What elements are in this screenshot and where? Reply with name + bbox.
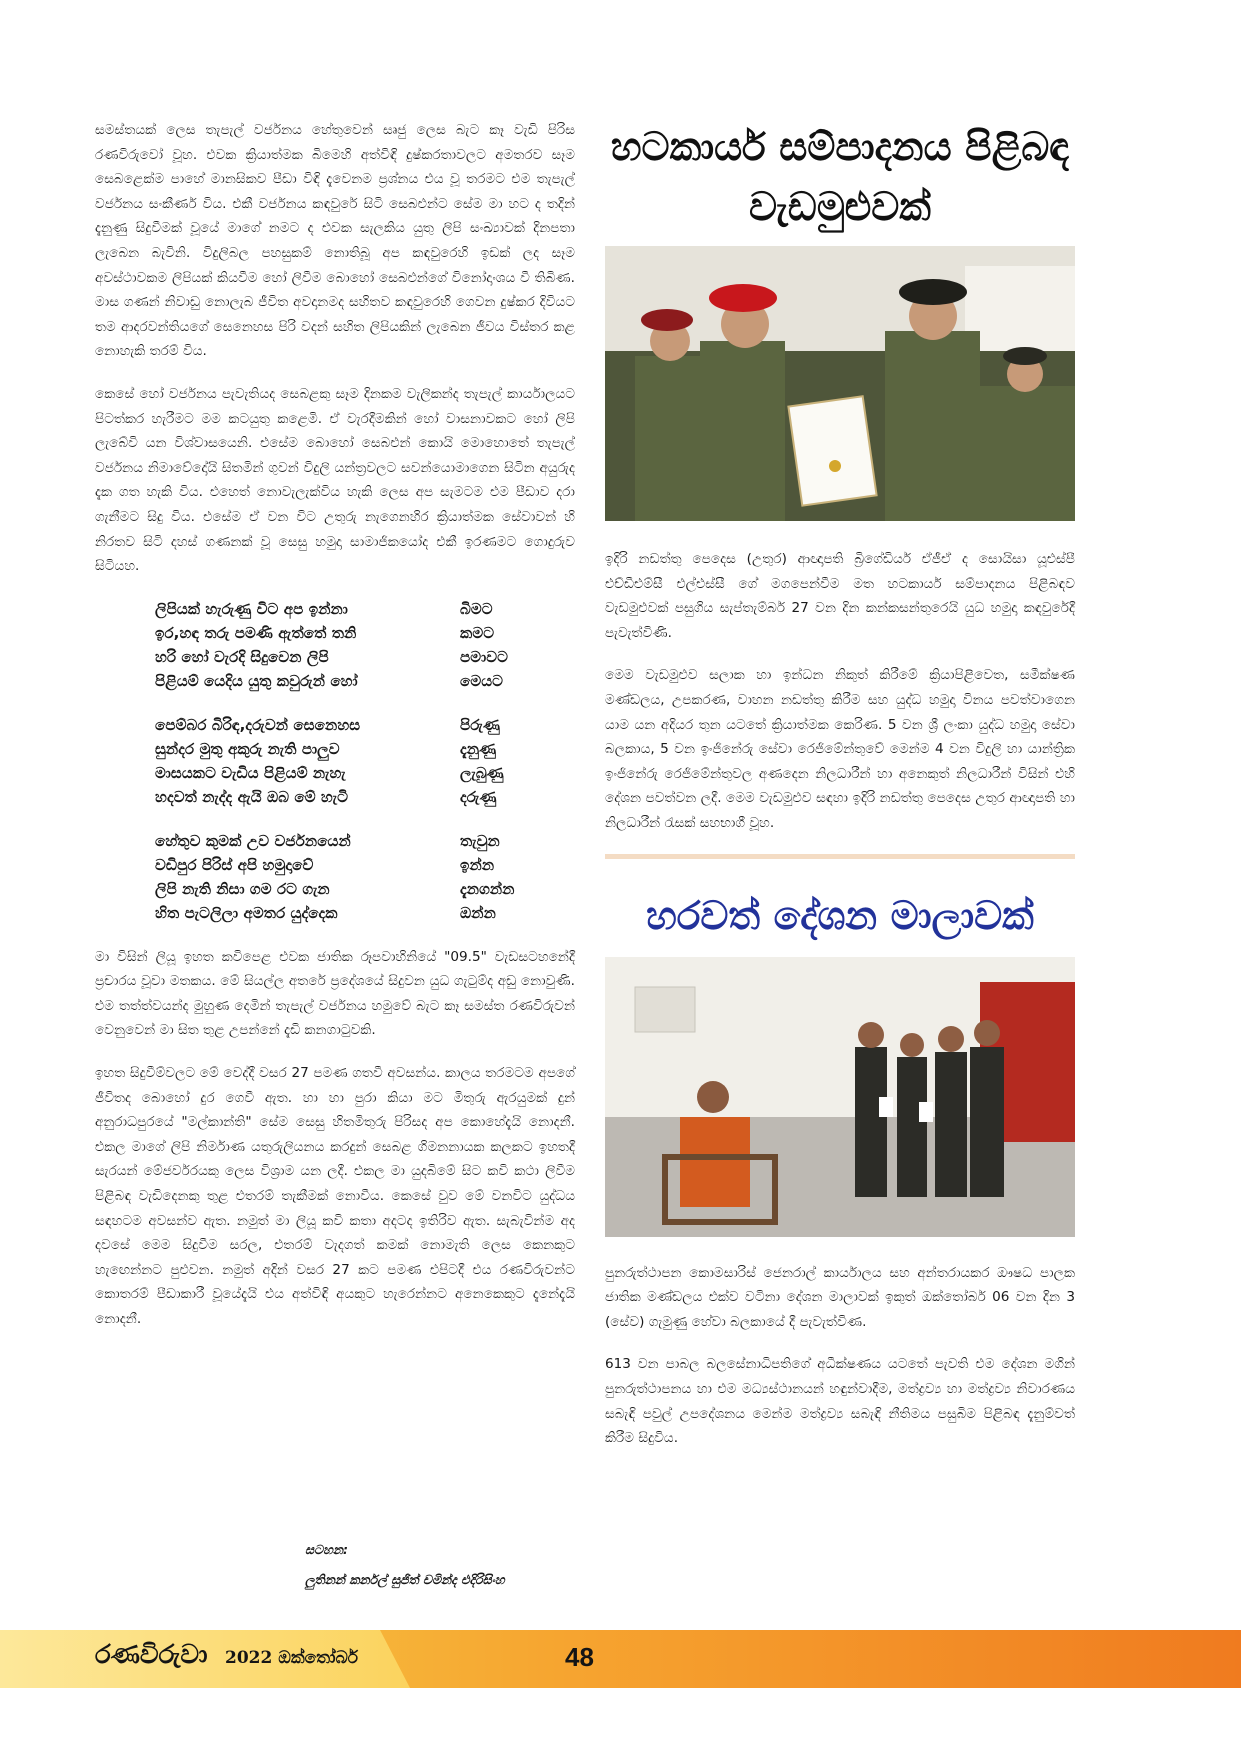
poem-line (155, 737, 575, 761)
poem-line-main: හදවත් නැද්ද ඇයි ඔබ මේ හැටි (155, 787, 349, 806)
page-number: 48 (565, 1642, 594, 1672)
article-2-photo (605, 957, 1075, 1237)
poem-line-end: දැනගන්න (460, 879, 515, 898)
article-paragraph: කෙසේ හෝ වර්ජනය පැවැතියද සෙබළකු සෑම දිනකම වැලිකන්ද තැපැල් කාර්යාලයට පිටත්කර හැරීමට මම කටයුතු කළෙමි. ඒ වැරදීමකින් හෝ වාසනාවකට හෝ ලිපි ලැබේවි යන විශ්වාසයෙනි. එසේම බොහෝ සෙබළුන් කොයි මොහොතේ තැපැල් වර්ජනය නිමාවේදෝයි සිතමින් ගුවන් විදුලි යන්ත්‍රවලට සවන්යොමාගෙන සිටින අයුරුද දැක ගත හැකි විය. එහෙත් නොවැලැක්විය හැකි ලෙස අප සැමටම එම පීඩාව දරා ගැනීමට සිදු විය. එසේම ඒ වන විට උතුරු නැගෙනහිර ක්‍රියාත්මක සේවාවන් හි නිරතව සිටි දහස් ගණනක් වූ සෙසු හමුදා සාමාජිකයෝද එකී ඉරණමට ගොදුරුව සිටියහ. (95, 385, 575, 575)
poem-line (155, 901, 575, 925)
poem-line-end: ඉන්න (460, 855, 495, 874)
magazine-brand: රණවිරුවා (95, 1640, 208, 1670)
poem-line-end: මෙයට (460, 671, 504, 690)
poem-line-end: පමාවට (460, 647, 509, 666)
poem-line (155, 669, 575, 693)
poem-line (155, 621, 575, 645)
poem-line-main: හරි හෝ වැරදි සිදුවෙන ලිපි (155, 647, 329, 666)
article-1-body: මෙම වැඩමුළුව සලාක හා ඉන්ධන නිකුත් කිරීමේ ක්‍රියාපිළිවෙත, සමීක්ෂණ මණ්ඩලය, උපකරණ, වාහන නඩත්තු කිරීම සහ යුද්ධ හමුදා විනය පවත්වාගෙන යාම යන අදියර තුන යටතේ ක්‍රියාත්මක කෙරිණ. 5 වන ශ්‍රී ලංකා යුද්ධ හමුදා සේවා බලකාය, 5 වන ඉංජිනේරු සේවා රෙජිමේන්තුවේ මෙන්ම 4 වන විදුලි හා යාන්ත්‍රික ඉංජිනේරු රෙජිමේන්තුවල අණදෙන නිලධාරීන් හා අනෙකුත් නිලධාරීන් විසින් එහි දේශන පවත්වන ලදී. මෙම වැඩමුළුව සඳහා ඉදිරි නඩත්තු පෙදෙස උතුර ආඥාපති හා නිලධාරීන් රැසක් සහභාගී වූහ. (605, 667, 1075, 831)
poem-line-end: දැනුණු (460, 739, 497, 758)
poem-line-main: ලිපි නැති නිසා ගම රට ගැන (155, 879, 330, 898)
poem-line (155, 853, 575, 877)
article-paragraph: සමස්තයක් ලෙස තැපැල් වර්ජනය හේතුවෙන් සෘජු ලෙස බැට කෑ වැඩි පිරිස රණවිරුවෝ වූහ. එවක ක්‍රියාත්මක බිමෙහි අත්විඳි දුෂ්කරතාවලට අමතරව සෑම සෙබළෙක්ම පාහේ මානසිකව පීඩා විඳි දැවෙනම ප්‍රශ්නය එය වූ තරමට එම තැපැල් වර්ජනය සංකීර්ණ විය. එකී වර්ජනය කඳවුරේ සිටි සෙබළුන්ට සේම මා හට ද තදින් දැනුණු සිදුවීමක් වූයේ මාගේ නමට ද එවක සැලකිය යුතු ලිපි සංඛ්‍යාවක් දිනපතා ලැබෙන බැවිනි. විදුලිබල පහසුකම් නොතිබූ අප කඳවුරෙහි ඉඩක් ලද සෑම අවස්ථාවකම ලිපියක් කියවීම හෝ ලිවීම බොහෝ සෙබළුන්ගේ විනෝදාංශය වී තිබිණ. මාස ගණන් නිවාඩු නොලැබ ජීවිත අවදානමද සහිතව කඳවුරෙහි ගෙවන දුෂ්කර දිවියට තම ආදරවන්තියගේ සෙනෙහස පිරි වදන් සහිත ලිපියකින් ලැබෙන ජීවය විස්තර කළ නොහැකි තරම් විය. (95, 122, 575, 360)
article-1-headline (605, 118, 1075, 238)
article-1-photo (605, 246, 1075, 521)
article-2-caption: පුනරුත්ථාපන කොමසාරිස් ජෙනරාල් කාර්යාලය සහ අන්තරායකර ඖෂධ පාලක ජාතික මණ්ඩලය එක්ව වටිනා දේශන මාලාවක් ඉකුත් ඔක්තෝබර් 06 වන දින 3 (සේව) ගැමුණු හේවා බලකායේ දී පැවැත්විණ. (605, 1264, 1075, 1330)
poem-stanza (155, 829, 575, 925)
poem-line (155, 785, 575, 809)
poem-line (155, 597, 575, 621)
ceremony-photo-illustration (605, 246, 1075, 521)
poem-line-end: ඔන්න (460, 903, 496, 922)
poem-line-main: මාසයකට වැඩිය පිළියම් නැහැ (155, 763, 346, 782)
poem-line-main: සුන්දර මුතු අකුරු නැති පාලුව (155, 739, 340, 758)
poem-line-main: හිත පැටලිලා අමතර යුද්දෙක (155, 903, 338, 922)
poem-line-end: පිරුණු (460, 715, 501, 734)
section-divider (605, 854, 1075, 859)
poem-line (155, 877, 575, 901)
headline-line: හටකාර්ය සම්පාදනය පිළිබඳ (610, 125, 1070, 170)
poem-stanza (155, 713, 575, 809)
author-signature (305, 1535, 595, 1595)
headline-line: වැඩමුළුවක් (749, 185, 931, 230)
article-2-body: 613 වන පාබල බලසේනාධිපතිගේ අධීක්ෂණය යටතේ පැවති එම දේශන මගින් පුනරුත්ථාපනය හා එම මධ්‍යස්ථානයන් හඳුන්වාදීම, මත්ද්‍රව්‍ය හා මත්ද්‍රව්‍ය නිවාරණය සබැඳි පවුල් උපදේශනය මෙන්ම මත්ද්‍රව්‍ය සබැඳි නීතිමය පසුබිම පිළිබඳ දැනුම්වත් කිරීම සිදුවිය. (605, 1356, 1075, 1447)
poem-line-main: වඩිපුර පිරිස් අපි හමුදාවේ (155, 855, 314, 874)
right-column (605, 118, 1075, 1469)
issue-date: 2022 ඔක්තෝබර් (225, 1648, 359, 1668)
signature-name: ලුතිනන් කර්නල් සුජිත් චමින්ද එදිරිසිංහ (305, 1572, 505, 1587)
poem-line-end: බිමට (460, 599, 493, 618)
poem-line-main: පෙම්බර බිරිඳ,දරුවන් සෙනෙහස (155, 715, 361, 734)
poem-line-end: දරුණු (460, 787, 497, 806)
signature-label: සටහන: (305, 1542, 348, 1557)
poem-line (155, 761, 575, 785)
poem-line (155, 645, 575, 669)
poem-line-main: පිළියම් යෙදිය යුතු කවුරුන් හෝ (155, 671, 358, 690)
page-footer (0, 1630, 1241, 1688)
lecture-photo-illustration (605, 957, 1075, 1237)
poem-line-main: ඉර,හඳ තරු පමණි ඇත්තේ තනි (155, 623, 357, 642)
article-paragraph: ඉහත සිදුවීම්වලට මේ වෙද්දී වසර 27 පමණ ගතවී අවසන්ය. කාලය තරමටම අපගේ ජීවිතද බොහෝ දුර ගෙවී ඇත. හා හා පුරා කියා මට මිතුරු ඇරයුමක් දුන් අනුරාධපුරයේ "මල්කාන්ති" සේම සෙසු හිතමිතුරු පිරිසද අප කොහේදැයි නොදනී. එකල මාගේ ලිපි නිර්මාණ යතුරුලියනය කරදුන් සෙබළ ගිමනනායක කලකට ඉහතදී සැරයන් මේජර්වරයකු ලෙස විශ්‍රාම යන ලදී. එකල මා යුදබිමේ සිට කවි කථා ලිවීම පිළිබඳ වැඩිදෙනකු තුළ එතරම් තැකීමක් නොවීය. කෙසේ වුව මේ වනවිට යුද්ධය සඳහටම අවසන්ව ඇත. නමුත් මා ලියූ කවි කතා අදටද ඉතිරිව ඇත. සැබැවින්ම අද දවසේ මෙම සිදුවීම සරල, එතරම් වැදගත් කමක් නොමැති ලෙස කෙනකුට හැඟෙන්නට පුළුවන. නමුත් අදින් වසර 27 කට පමණ එපිටදී එය රණවිරුවන්ට කොතරම් පීඩාකාරී වූයේදැයි එය අත්විඳි අයකුට හැරෙන්නට අනෙකෙකුට දැනේදැයි නොදනී. (95, 1065, 575, 1327)
poem-line (155, 713, 575, 737)
poem-line-end: ලැබුණු (460, 763, 504, 782)
poem-line-main: හේතුව කුමක් උව වර්ජනයෙන් (155, 831, 351, 850)
poem (155, 597, 575, 925)
poem-stanza (155, 597, 575, 693)
poem-line-main: ලිපියක් හැරුණු විට අප ඉන්නා (155, 599, 348, 618)
poem-line-end: කමට (460, 623, 495, 642)
poem-line-end: තැවුන (460, 831, 500, 850)
article-1-caption: ඉදිරි නඩත්තු පෙදෙස (උතුර) ආඥාපති බ්‍රිගේඩියර් ඒජීඒ ද සොයිසා යූඑස්පී එච්ඩීඑම්සී එල්එස්සී ගේ මගපෙන්වීම මත හටකාර්ය සම්පාදනය පිළිබඳව වැඩමුළුවක් පසුගිය සැප්තැම්බර් 27 වන දින කන්කසන්තුරෙයි යුධ හමුදා කඳවුරේදී පැවැත්විණි. (605, 551, 1075, 641)
poem-line (155, 829, 575, 853)
article-paragraph: මා විසින් ලියූ ඉහත කවිපෙළ එවක ජාතික රූපවාහිනියේ "09.5" වැඩසටහනේදී ප්‍රචාරය වූවා මතකය. මේ සියල්ල අතරේ ප්‍රදේශයේ සිදුවන යුධ ගැටුම්ද අඩු නොවුණි. එම තත්ත්වයන්ද මුහුණ දෙමින් තැපැල් වර්ජනය හමුවේ බැට කෑ සමස්ත රණවිරුවන් වෙනුවෙන් මා සිත තුළ උපන්නේ දැඩි කනගාටුවකි. (95, 948, 575, 1039)
left-column (95, 118, 575, 1350)
article-2-headline: හරවත් දේශන මාලාවක් (646, 893, 1034, 939)
